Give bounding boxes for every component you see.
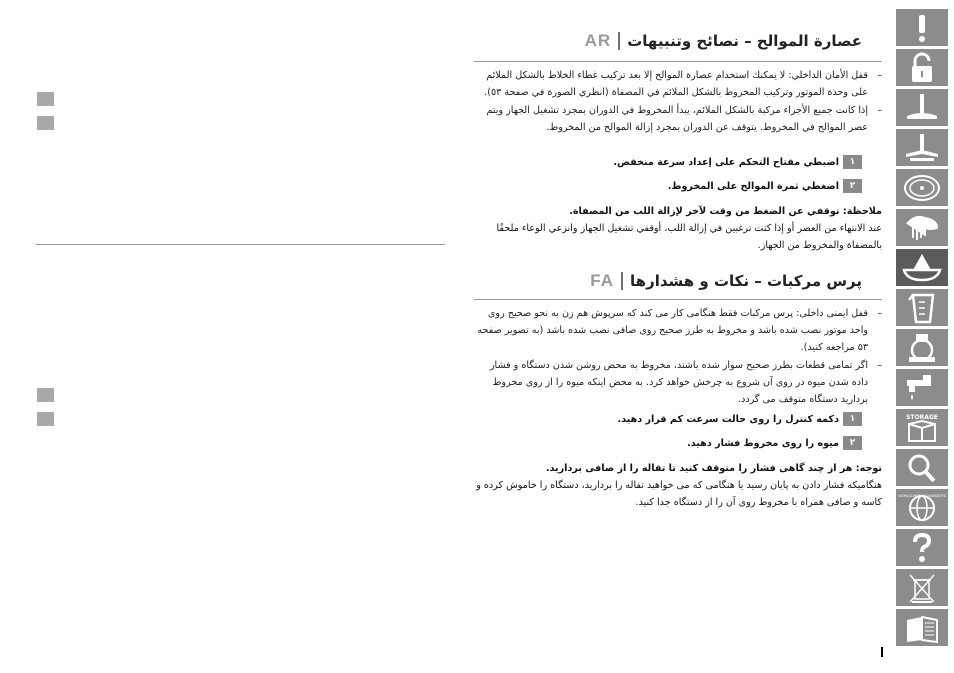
magnifier-icon[interactable] [896,449,948,486]
ar-step-2: اضغطي ثمرة الموالح على المخروط. ٢ [668,179,862,193]
step-number-badge: ٢ [843,436,862,450]
guarantee-label: WORLD-WIDE GUARANTEE [898,493,946,498]
bullet-item: – قفل الأمان الداخلي: لا يمكنك استخدام عصارة الموالح إلا بعد تركيب غطاء الخلاط بالشكل الملائم على وحدة الموتور وتركيب المخروط بالشكل الملائم في المصفاة (انظري الصورة في صفحة ٥٣). [484,70,882,98]
citrus-press-icon[interactable] [896,249,948,286]
title-separator [618,32,620,50]
marker-square [37,92,54,106]
bullet-item: – قفل ایمنی داخلی: پرس مرکبات فقط هنگامی کار می کند که سرپوش هم زن به نحو صحیح روی واحد موتور نصب شده باشد و مخروط به طرز صحیح روی صافی نصب شده باشد (به تصویر صفحه ۵۳ مراجعه کنید). [477,308,882,353]
bullet-item: – إذا كانت جميع الأجزاء مركبة بالشكل الملائم، يبدأ المخروط في الدوران بمجرد تشغيل الجهاز ويتم عصر الموالح في المخروط. يتوقف عن الدوران بمجرد إزالة الموالح من المخروط. [486,105,882,133]
fa-note: توجه: هر از چند گاهی فشار را متوقف کنید تا تفاله را از صافی بردارید. هنگامیکه فشار دادن به پایان رسید یا هنگامی که می خواهید تفاله را بردارید، دستگاه را خاموش کرده و کاسه و صافی همراه با مخروط روی آن را از دستگاه جدا کنید. [476,463,882,508]
fa-section-title [590,271,862,291]
ar-note: ملاحظة: توقفي عن الضغط من وقت لآخر لإزالة اللب من المصفاة. عند الانتهاء من العصر أو إذا كنت ترغبين في إزالة اللب، أوقفي تشغيل الجهاز وانزعي الوعاء ملحقًا بالمصفاة والمخروط من الجهاز. [496,206,882,251]
step-number-badge: ١ [843,155,862,169]
safety-lock-icon[interactable] [896,49,948,86]
fa-heading: پرس مرکبات – نکات و هشدارها [630,272,862,290]
ar-bullets [474,67,882,136]
world-wide-guarantee-icon[interactable] [896,489,948,526]
left-divider [36,244,445,245]
disposal-bin-icon[interactable] [896,569,948,606]
dough-hook-icon[interactable] [896,209,948,246]
ar-lang-code: AR [584,31,612,50]
ar-divider [474,61,882,62]
warning-exclamation-icon[interactable] [896,9,948,46]
fa-step-2: میوه را روی مخروط فشار دهید. ٢ [687,436,862,450]
ar-heading: عصارة الموالح – نصائح وتنبيهات [627,32,862,50]
fa-lang-code: FA [590,271,615,290]
step-number-badge: ٢ [843,179,862,193]
marker-square [37,412,54,426]
chopper-blade-icon[interactable] [896,129,948,166]
juicer-icon[interactable] [896,329,948,366]
water-tap-icon[interactable] [896,369,948,406]
ar-section-title [585,31,862,51]
fa-divider [474,299,882,300]
page-edge-mark [881,647,883,657]
measuring-jug-icon[interactable] [896,289,948,326]
storage-label: STORAGE [906,413,938,421]
ar-step-1: اضبطي مفتاح التحكم على إعداد سرعة منخفض. ١ [613,155,862,169]
blender-blade-icon[interactable] [896,89,948,126]
storage-box-icon[interactable] [896,409,948,446]
marker-square [37,388,54,402]
title-separator [621,272,623,290]
step-number-badge: ١ [843,412,862,426]
marker-square [37,116,54,130]
recipe-book-icon[interactable] [896,609,948,646]
question-mark-icon[interactable] [896,529,948,566]
bullet-item: – اگر تمامی قطعات بطرز صحیح سوار شده باشند، مخروط به محض روشن شدن دستگاه و فشار داده شدن میوه در روی آن شروع به چرخش خواهد کرد. به محض اینکه میوه را از روی مخروط بردارید دستگاه متوقف می گردد. [489,360,882,405]
fa-step-1: دکمه کنترل را روی حالت سرعت کم قرار دهید. ١ [618,412,863,426]
fa-bullets [474,305,882,408]
slicing-disc-icon[interactable] [896,169,948,206]
